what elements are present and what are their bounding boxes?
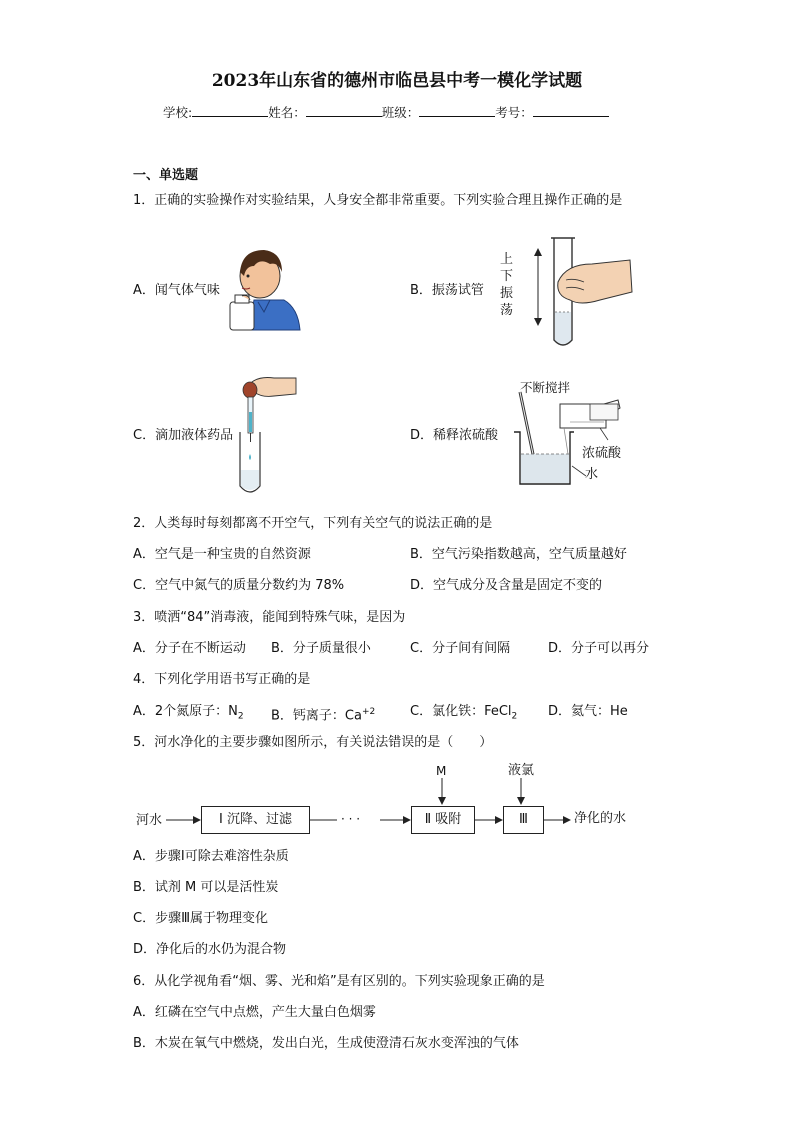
q6-option-a[interactable]: A．红磷在空气中点燃，产生大量白色烟雾 [133, 1005, 376, 1020]
q5-stem: 5．河水净化的主要步骤如图所示，有关说法错误的是（ ） [133, 735, 493, 750]
q5-option-c[interactable]: C．步骤Ⅲ属于物理变化 [133, 911, 269, 926]
q3-option-c[interactable]: C．分子间有间隔 [410, 641, 511, 656]
name-label: 姓名： [268, 105, 306, 120]
reagent-m-label: M [436, 764, 447, 778]
q1-stem: 1．正确的实验操作对实验结果，人身安全都非常重要。下列实验合理且操作正确的是 [133, 193, 623, 208]
q1-option-b[interactable]: B．振荡试管 [410, 283, 484, 298]
flow-output-label: 净化的水 [574, 811, 627, 826]
q6-option-b[interactable]: B．木炭在氧气中燃烧，发出白光，生成使澄清石灰水变浑浊的气体 [133, 1036, 519, 1051]
water-label: 水 [585, 467, 599, 482]
q2-stem: 2．人类每时每刻都离不开空气，下列有关空气的说法正确的是 [133, 516, 493, 531]
school-label: 学校: [163, 105, 193, 120]
q4-option-c[interactable]: C．氯化铁：FeCl$_2$ [410, 704, 518, 722]
page-title: 2023年山东省的德州市临邑县中考一模化学试题 [211, 71, 583, 91]
q4-stem: 4．下列化学用语书写正确的是 [133, 672, 311, 687]
acid-label: 浓硫酸 [582, 446, 622, 461]
stir-label: 不断搅拌 [520, 380, 571, 395]
q3-option-d[interactable]: D．分子可以再分 [548, 641, 650, 656]
q6-stem: 6．从化学视角看“烟、雾、光和焰”是有区别的。下列实验现象正确的是 [133, 974, 545, 989]
flow-step1-box: Ⅰ 沉降、过滤 [201, 806, 310, 834]
flow-input-label: 河水 [136, 813, 163, 828]
q1-option-d[interactable]: D．稀释浓硫酸 [410, 428, 499, 443]
flow-step2-box: Ⅱ 吸附 [411, 806, 475, 834]
q3-stem: 3．喷洒“84”消毒液，能闻到特殊气味，是因为 [133, 610, 406, 625]
exam-no-label: 考号： [495, 105, 533, 120]
q2-option-d[interactable]: D．空气成分及含量是固定不变的 [410, 578, 603, 593]
q5-option-a[interactable]: A．步骤Ⅰ可除去难溶性杂质 [133, 849, 289, 864]
q1-option-c[interactable]: C．滴加液体药品 [133, 428, 234, 443]
flow-step3-box: Ⅲ [503, 806, 544, 834]
q4-option-d[interactable]: D．氦气：He [548, 704, 628, 719]
flow-dots: · · · [341, 812, 361, 826]
q2-option-b[interactable]: B．空气污染指数越高，空气质量越好 [410, 547, 627, 562]
q5-option-d[interactable]: D．净化后的水仍为混合物 [133, 942, 287, 957]
q4-option-a[interactable]: A．2个氮原子：$N_2$ [133, 704, 244, 722]
q3-option-b[interactable]: B．分子质量很小 [271, 641, 371, 656]
q3-option-a[interactable]: A．分子在不断运动 [133, 641, 246, 656]
q5-option-b[interactable]: B．试剂 M 可以是活性炭 [133, 880, 279, 895]
q1-option-a[interactable]: A．闻气体气味 [133, 283, 220, 298]
section-heading: 一、单选题 [133, 168, 199, 183]
q4-option-b[interactable]: B．钙离子：$Ca^{+2}$ [271, 707, 376, 724]
q2-option-c[interactable]: C．空气中氮气的质量分数约为 78% [133, 578, 345, 593]
reagent-cl-label: 液氯 [508, 763, 535, 778]
class-label: 班级： [381, 105, 420, 120]
shake-direction-label: 上 下 振 荡 [500, 252, 514, 318]
q2-option-a[interactable]: A．空气是一种宝贵的自然资源 [133, 547, 311, 562]
